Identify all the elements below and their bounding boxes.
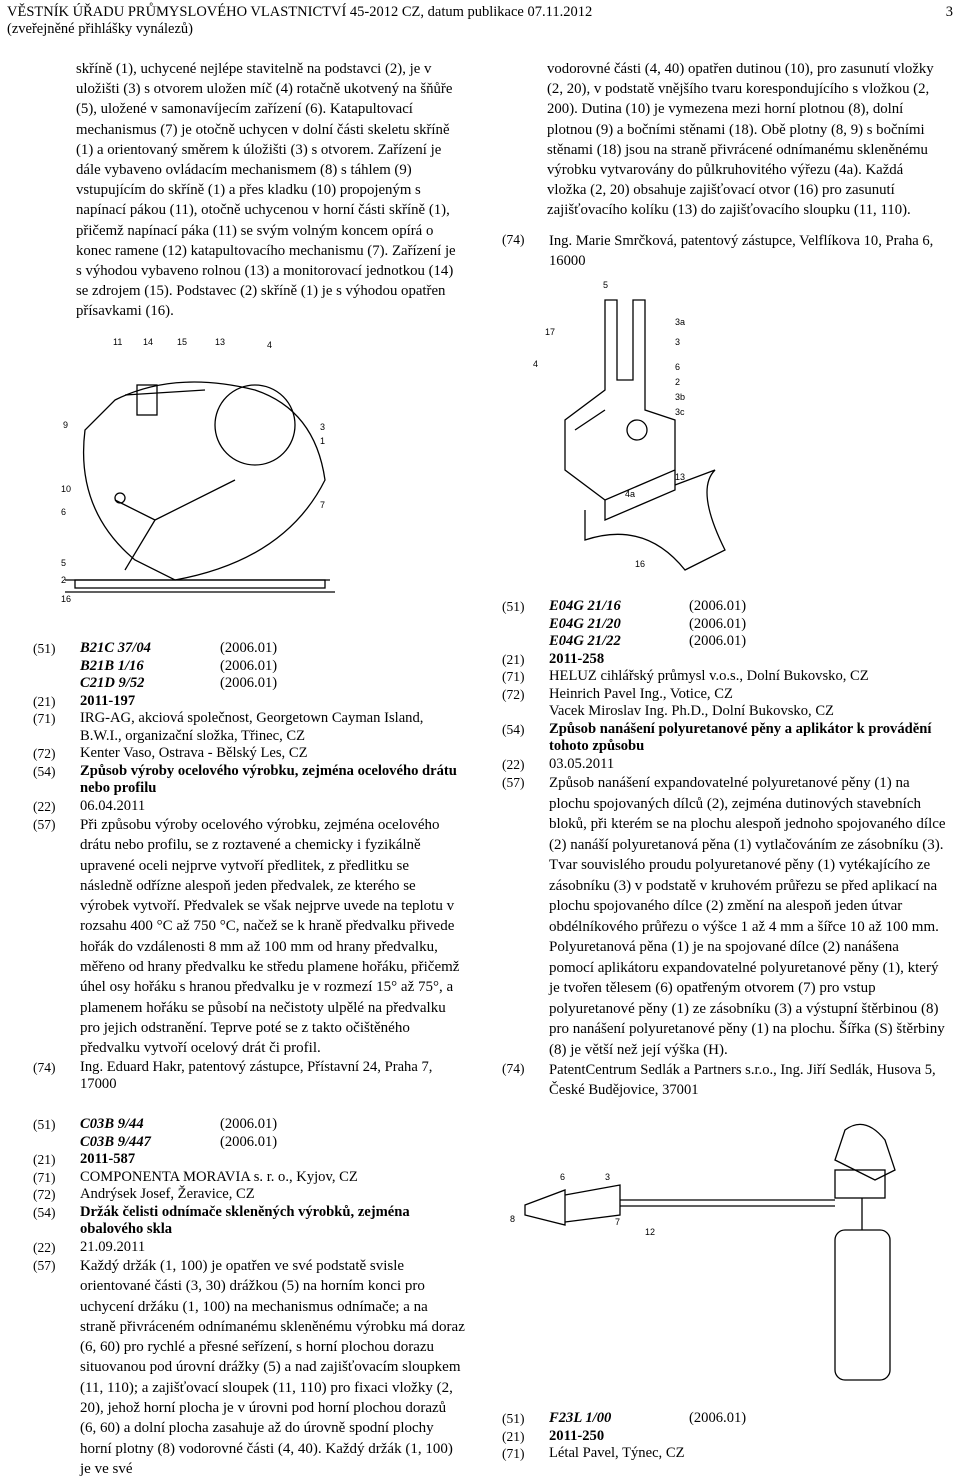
fig1-label: 7 [320, 500, 326, 510]
inid-code-21: (21) [33, 693, 56, 709]
ipc-class: C21D 9/52 [80, 675, 145, 691]
patent-entry-e04g [502, 598, 947, 1100]
fig1-label: 11 [113, 337, 123, 347]
figure-holder [525, 270, 765, 580]
abstract: Při způsobu výroby ocelového výrobku, zejména ocelového drátu nebo profilu, se z roztavené a chemicky i fyzikálně upravené oceli nejprve vytvoří předlitek, z předlitku se následně odřízne alespoň jeden předvalek, ze kterého se výrobek vytvoří. Předvalek se však nejprve uvede na teplotu v rozsahu 400 °C až 750 °C, načež se k hraně předvalku přivede hořák do vzdálenosti 8 mm až 100 mm od hrany předvalku, měřeno od hrany předvalku ke středu plamene hořáku, přičemž úhel osy hořáku s hranou předvalku je v rozmezí 15° až 75°, a plamenem hořáku se působí na nečistoty ulpělé na předvalku pro jejich odstranění. Teprve poté se z takto očištěného předvalku vytvoří ocelový drát či profil. [80, 817, 460, 1057]
abstract: Každý držák (1, 100) je opatřen ve své podstatě svisle orientované části (3, 30) drážkou (5) na horním konci pro uchycení držáku (1, 100) na mechanismus odnímače; a na straně přivráceném odnímanému skleněnému výrobku má doraz (6, 60) pro rychlé a přesné seřízení, s horní plochou dorazu situovanou pod úrovní drážky (5) a nad zajišťovacím sloupkem (11, 110); a zajišťovací sloupek (11, 110) pro fixaci vložky (2, 20), jehož horní plocha je v úrovni pod horní plochou dorazů (6, 60) a dolní plocha zasahuje až do úrovně spodní plochy horní plotny (8) vodorovné části (4, 40). Každý držák (1, 100) je ve své [80, 1258, 465, 1477]
fig2-label: 17 [545, 327, 556, 337]
fig1-label: 14 [143, 337, 154, 347]
ipc-class: E04G 21/22 [549, 633, 621, 649]
fig1-label: 15 [177, 337, 188, 347]
fig1-label: 5 [61, 558, 67, 568]
journal-subtitle: (zveřejněné přihlášky vynálezů) [7, 21, 193, 37]
patent-entry-f23l [502, 1410, 947, 1463]
fig1-label: 1 [320, 436, 326, 446]
application-number: 2011-258 [549, 650, 605, 667]
ipc-class: F23L 1/00 [549, 1410, 612, 1426]
applicant: IRG-AG, akciová společnost, Georgetown Cayman Island, B.W.I., organizační složka, Třinec, CZ [80, 710, 424, 744]
inid-code-21: (21) [502, 1428, 525, 1444]
application-number: 2011-197 [80, 692, 136, 709]
fig3-label: 12 [645, 1227, 656, 1237]
patent-entry-b21c [33, 640, 465, 1094]
inid-code-51: (51) [502, 599, 525, 614]
ipc-version: (2006.01) [220, 1133, 278, 1150]
ipc-version: (2006.01) [220, 640, 278, 656]
inid-code-51: (51) [502, 1411, 525, 1426]
inid-code-21: (21) [502, 651, 525, 667]
invention-title: Držák čelisti odnímače skleněných výrobků, zejména obalového skla [80, 1203, 410, 1237]
applicant: COMPONENTA MORAVIA s. r. o., Kyjov, CZ [80, 1168, 358, 1185]
fig1-label: 9 [63, 420, 69, 430]
ipc-version: (2006.01) [689, 1410, 747, 1426]
inid-code-57: (57) [502, 775, 525, 790]
patent-agent: Ing. Marie Smrčková, patentový zástupce, Velflíkova 10, Praha 6, 16000 [549, 233, 934, 269]
inid-code-71: (71) [502, 1446, 525, 1461]
ipc-version: (2006.01) [689, 633, 747, 649]
fig2-label: 13 [675, 472, 686, 482]
inid-code-22: (22) [502, 756, 525, 772]
ipc-class: B21C 37/04 [80, 640, 151, 656]
continued-abstract-right: vodorovné části (4, 40) opatřen dutinou (10), pro zasunutí vložky (2, 20), v podstatě vnějšího tvaru korespondujícího s vložkou (2, 200). Dutina (10) je vymezena mezi horní plotnou (8), dolní plotnou (9) a bočními stěnami (18). Obě plotny (8, 9) s bočními stěnami (18) jsou na straně přivrácené odnímanému skleněnému výrobku vytvarovány do půlkruhovitého výřezu (4a). Každá vložka (2, 20) obsahuje zajišťovací otvor (16) pro zasunutí zajišťovacího kolíku (13) do zajišťovacího sloupku (11, 110). [547, 61, 934, 219]
inid-code-71: (71) [33, 1169, 56, 1185]
figure-katapult-device [55, 330, 345, 610]
ipc-version: (2006.01) [220, 1116, 278, 1132]
fig1-label: 2 [61, 575, 67, 585]
fig3-label: 6 [560, 1172, 566, 1182]
inid-code-54: (54) [33, 763, 56, 779]
invention-title: Způsob výroby ocelového výrobku, zejména ocelového drátu nebo profilu [80, 762, 457, 796]
inid-code-72: (72) [502, 686, 525, 702]
applicant: HELUZ cihlářský průmysl v.o.s., Dolní Bukovsko, CZ [549, 668, 869, 684]
fig2-label: 3 [675, 337, 681, 347]
fig3-label: 8 [510, 1214, 516, 1224]
patent-entry-c03b [33, 1116, 465, 1479]
ipc-version: (2006.01) [220, 657, 278, 674]
fig1-label: 10 [61, 484, 72, 494]
fig2-label: 3c [675, 407, 685, 417]
inid-code-22: (22) [33, 798, 56, 814]
fig1-label: 6 [61, 507, 67, 517]
page-header [7, 4, 953, 38]
invention-title: Způsob nanášení polyuretanové pěny a aplikátor k provádění tohoto způsobu [549, 720, 932, 754]
ipc-version: (2006.01) [220, 675, 278, 691]
inid-code-21: (21) [33, 1152, 56, 1167]
applicant: Létal Pavel, Týnec, CZ [549, 1445, 685, 1461]
fig2-label: 2 [675, 377, 681, 387]
fig3-label: 7 [615, 1217, 621, 1227]
ipc-class: E04G 21/16 [549, 598, 621, 614]
application-number: 2011-250 [549, 1427, 605, 1444]
page-number: 3 [945, 4, 953, 20]
inid-code-57: (57) [33, 1258, 56, 1273]
fig2-label: 5 [603, 280, 609, 290]
fig2-label: 4a [625, 489, 636, 499]
inid-code-74: (74) [33, 1059, 56, 1075]
inventor: Vacek Miroslav Ing. Ph.D., Dolní Bukovsko, CZ [549, 703, 834, 719]
fig1-label: 4 [267, 340, 273, 350]
inid-code-51: (51) [33, 1117, 56, 1132]
inid-code-71: (71) [502, 669, 525, 684]
inventor: Heinrich Pavel Ing., Votice, CZ [549, 685, 733, 702]
ipc-class: E04G 21/20 [549, 615, 621, 632]
fig2-label: 4 [533, 359, 539, 369]
patent-agent: PatentCentrum Sedlák a Partners s.r.o., Ing. Jiří Sedlák, Husova 5, České Budějovice, 37001 [549, 1062, 936, 1098]
agent-block-right-top [502, 231, 947, 271]
inid-code-74: (74) [502, 1061, 525, 1076]
fig2-label: 6 [675, 362, 681, 372]
inventor: Andrýsek Josef, Žeravice, CZ [80, 1186, 255, 1202]
ipc-version: (2006.01) [689, 615, 747, 632]
inid-code-71: (71) [33, 711, 56, 726]
inid-code-54: (54) [502, 721, 525, 737]
application-number: 2011-587 [80, 1151, 136, 1167]
journal-title: VĚSTNÍK ÚŘADU PRŮMYSLOVÉHO VLASTNICTVÍ 45-2012 CZ, datum publikace 07.11.2012 [7, 4, 593, 20]
abstract: Způsob nanášení expandovatelné polyuretanové pěny (1) na plochu spojovaných dílců (2), zejména dutinových stavebních bloků, při kterém se na plochu alespoň jednoho spojovaného dílce (2) nanáší polyuretanová pěna (1) vytlačováním ze zásobníku (3). Tvar souvislého proudu polyuretanové pěny (1) vytékajícího ze zásobníku (3) v podstatě v kruhovém průřezu se před aplikací na plochu spojovaného dílce (2) změní na alespoň jeden útvar obdélníkového průřezu o výšce 1 až 4 mm a šířce 10 až 100 mm. Polyuretanová pěna (1) je na spojované dílce (2) nanášena pomocí aplikátoru expandovatelné polyuretanové pěny (1), který je tvořen tělesem (6) opatřeným otvorem (7) pro vstup polyuretanové pěny (1) ze zásobníku (3) a výstupní štěrbinou (8) pro nanášení polyuretanové pěny (1) na plochu. Šířka (S) štěrbiny (8) je větší než její výška (H). [549, 775, 946, 1058]
filing-date: 03.05.2011 [549, 755, 615, 772]
fig1-label: 16 [61, 594, 72, 604]
fig2-label: 3a [675, 317, 686, 327]
filing-date: 06.04.2011 [80, 797, 146, 814]
ipc-class: B21B 1/16 [80, 657, 144, 674]
figure-applicator [505, 1110, 945, 1400]
inid-code-57: (57) [33, 817, 56, 832]
fig3-label: 3 [605, 1172, 611, 1182]
fig2-label: 3b [675, 392, 686, 402]
ipc-version: (2006.01) [689, 598, 747, 614]
inid-code-72: (72) [33, 746, 56, 761]
inid-code-22: (22) [33, 1239, 56, 1255]
filing-date: 21.09.2011 [80, 1238, 146, 1255]
inid-code-54: (54) [33, 1204, 56, 1220]
fig1-label: 3 [320, 422, 326, 432]
continued-abstract-left: skříně (1), uchycené nejlépe stavitelně na podstavci (2), je v uložišti (3) s otvorem uložen míč (4) rotačně ukotvený na šňůře (5), uložené v samonavíjecím zařízení (6). Katapultovací mechanismus (7) je otočně uchycen v dolní části skeletu skříně (1) a orientovaný směrem k úložišti (3) s otvorem. Zařízení je dále vybaveno ovládacím mechanismem (8) s táhlem (9) vstupujícím do skříně (1) a přes kladku (10) propojeným s napínací pákou (11), otočně uchycenou v horní části skříně (1), přičemž napínací páka (11) se svým volným koncem opírá o konec ramene (12) katapultovacího mechanismu (7). Zařízení je s výhodou vybaveno rolnou (13) a monitorovací jednotkou (14) se zdrojem (15). Podstavec (2) skříně (1) je s výhodou opatřen přísavkami (16). [76, 61, 456, 320]
inid-code-72: (72) [33, 1187, 56, 1202]
patent-agent: Ing. Eduard Hakr, patentový zástupce, Přístavní 24, Praha 7, 17000 [80, 1058, 433, 1093]
inventor: Kenter Vaso, Ostrava - Bělský Les, CZ [80, 745, 308, 761]
inid-code-51: (51) [33, 641, 56, 656]
inid-code-74: (74) [502, 232, 525, 247]
ipc-class: C03B 9/44 [80, 1116, 144, 1132]
fig1-label: 13 [215, 337, 226, 347]
fig2-label: 16 [635, 559, 646, 569]
ipc-class: C03B 9/447 [80, 1133, 151, 1150]
